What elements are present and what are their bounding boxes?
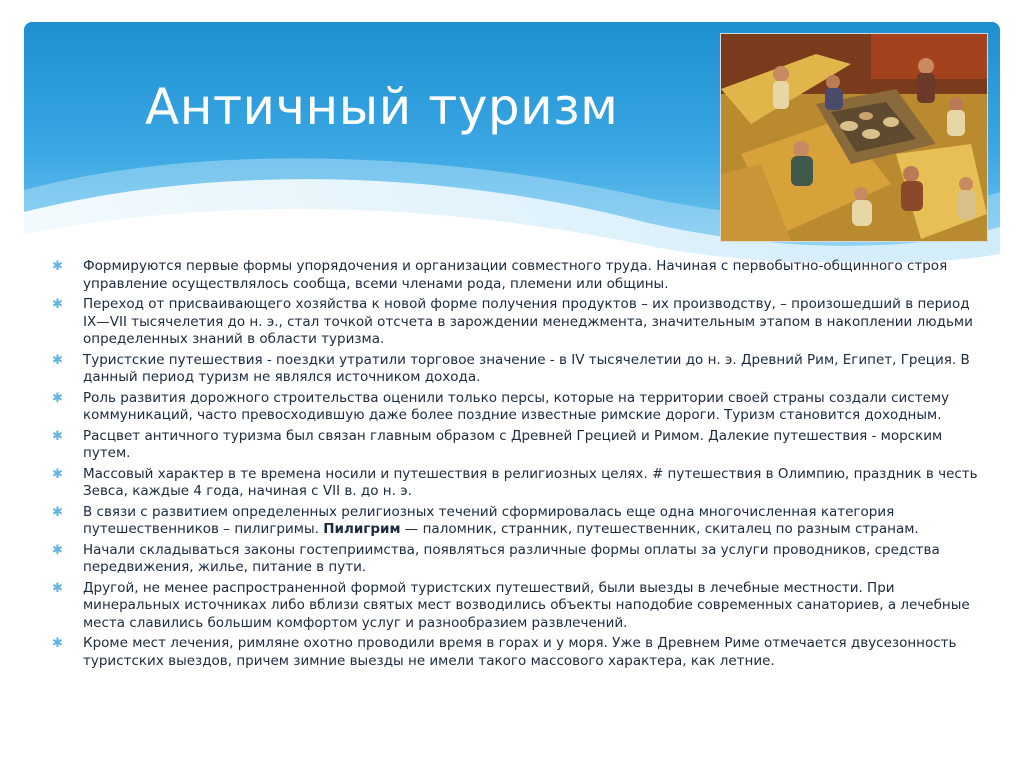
slide-title: Античный туризм [145,78,619,136]
bullet-icon: ✱ [52,352,63,368]
bullet-item [52,466,982,501]
bullet-icon: ✱ [52,504,63,520]
bullet-text: Начали складываться законы гостеприимства, появляться различные формы оплаты за услуги проводников, средства передвижения, жилье, питание в пути. [83,541,940,575]
bullet-list [52,258,982,673]
bullet-item [52,352,982,387]
bullet-item [52,390,982,425]
bullet-item [52,635,982,670]
bullet-item [52,542,982,577]
bullet-icon: ✱ [52,428,63,444]
bullet-item [52,504,982,539]
bullet-item [52,580,982,633]
bullet-icon: ✱ [52,390,63,406]
bullet-text: Кроме мест лечения, римляне охотно проводили время в горах и у моря. Уже в Древнем Риме отмечается двусезонность туристских выездов, причем зимние выезды не имели такого массового характера, как летние. [83,635,957,669]
bullet-item [52,428,982,463]
bullet-text-after: — паломник, странник, путешественник, скиталец по разным странам. [400,521,919,537]
bullet-text: Формируются первые формы упорядочения и организации совместного труда. Начиная с первобытно-общинного строя управление осуществлялось сообща, всеми членами рода, племени или общины. [83,258,948,292]
bullet-text: Роль развития дорожного строительства оценили только персы, которые на территории своей страны создали систему коммуникаций, часто превосходившую даже более поздние известные римские дороги. Туризм становится доходным. [83,389,950,423]
bullet-text: Туристские путешествия - поездки утратили торговое значение - в IV тысячелетии до н. э. Древний Рим, Египет, Греция. В данный период туризм не являлся источником дохода. [83,351,970,385]
bullet-text [83,504,919,538]
bullet-text: Расцвет античного туризма был связан главным образом с Древней Грецией и Римом. Далекие путешествия - морским путем. [83,427,943,461]
bullet-text-before: В связи с развитием определенных религиозных течений сформировалась еще одна многочисленная категория путешественников – пилигримы. [83,503,895,537]
term-pilgrim: Пилигрим [323,521,401,537]
bullet-icon: ✱ [52,542,63,558]
bullet-icon: ✱ [52,466,63,482]
bullet-item [52,296,982,349]
feast-painting [721,34,987,241]
bullet-icon: ✱ [52,580,63,596]
bullet-icon: ✱ [52,636,63,651]
feast-illustration [720,33,988,242]
bullet-icon: ✱ [52,297,63,312]
bullet-text: Массовый характер в те времена носили и путешествия в религиозных целях. # путешествия в Олимпию, праздник в честь Зевса, каждые 4 года, начиная с VII в. до н. э. [83,465,978,499]
bullet-icon: ✱ [52,259,63,274]
bullet-text: Переход от присваивающего хозяйства к новой форме получения продуктов – их производству, – произошедший в период IX—VII тысячелетия до н. э., стал точкой отсчета в зарождении менеджмента, значительным этапом в накоплении людьми определенных знаний в области туризма. [83,296,973,347]
bullet-text: Другой, не менее распространенной формой туристских путешествий, были выезды в лечебные местности. При минеральных источниках либо вблизи святых мест возводились объекты наподобие современных санаториев, а лечебные места славились большим комфортом услуг и разнообразием развлечений. [83,579,970,631]
bullet-item [52,258,982,293]
